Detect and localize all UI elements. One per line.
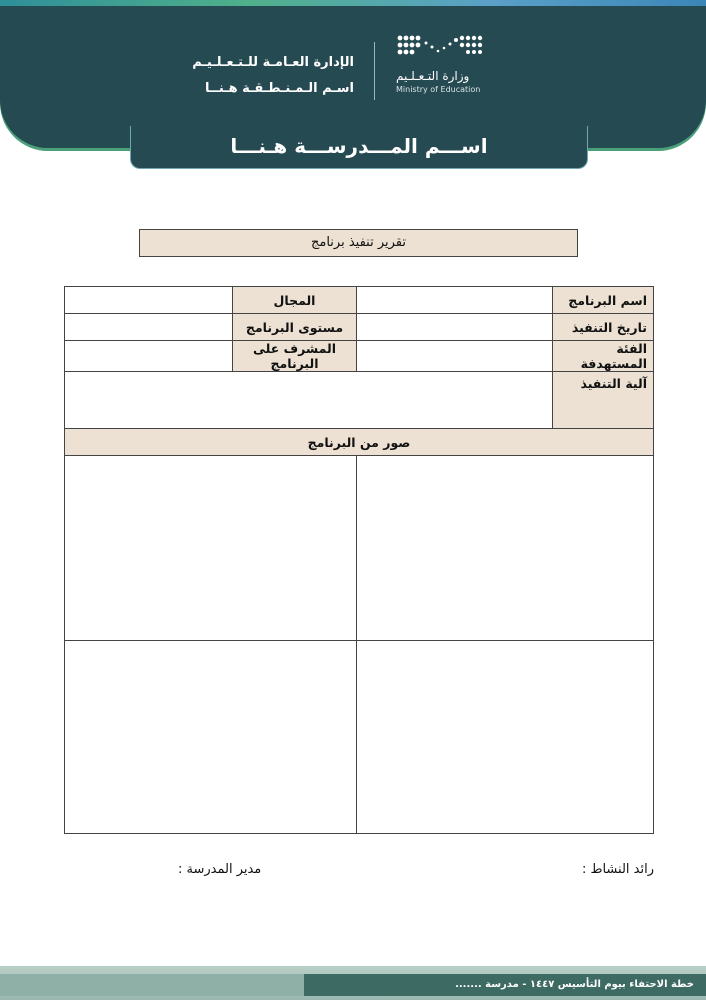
field-label: المجال bbox=[233, 287, 357, 314]
exec-date-value[interactable] bbox=[357, 314, 553, 341]
photos-header: صور من البرنامج bbox=[65, 429, 654, 456]
admin-line-1: الإدارة العـامـة للـتـعـلـيـم bbox=[192, 55, 354, 70]
table-row bbox=[65, 287, 654, 314]
program-name-label: اسم البرنامج bbox=[553, 287, 654, 314]
school-name-banner: اســـم المـــدرســـة هـنـــا bbox=[130, 126, 588, 169]
mechanism-label: آلية التنفيذ bbox=[553, 372, 654, 429]
table-row bbox=[65, 341, 654, 372]
program-name-value[interactable] bbox=[357, 287, 553, 314]
table-row bbox=[65, 429, 654, 456]
exec-date-label: تاريخ التنفيذ bbox=[553, 314, 654, 341]
footer-light-strip bbox=[0, 974, 304, 996]
program-level-label: مستوى البرنامج bbox=[233, 314, 357, 341]
target-group-label: الفئة المستهدفة bbox=[553, 341, 654, 372]
photo-slot-1[interactable] bbox=[65, 456, 357, 641]
table-row bbox=[65, 372, 654, 429]
admin-line-2: اسـم الـمـنـطـقـة هـنــا bbox=[205, 81, 354, 96]
activity-leader-signature: رائد النشاط : bbox=[581, 862, 654, 877]
table-row bbox=[65, 314, 654, 341]
header-divider bbox=[374, 42, 375, 100]
principal-signature: مدير المدرسة : bbox=[178, 862, 262, 877]
admin-block bbox=[154, 50, 354, 102]
report-title: تقرير تنفيذ برنامج bbox=[139, 229, 578, 257]
program-level-value[interactable] bbox=[65, 314, 233, 341]
ministry-name-en: Ministry of Education bbox=[396, 85, 481, 94]
target-group-value[interactable] bbox=[357, 341, 553, 372]
table-row bbox=[65, 641, 654, 834]
ministry-name-ar: وزارة التـعـلـيم bbox=[396, 69, 470, 83]
photo-slot-2[interactable] bbox=[357, 456, 654, 641]
mechanism-value[interactable] bbox=[65, 372, 553, 429]
header-top-stripe bbox=[0, 0, 706, 6]
photo-slot-4[interactable] bbox=[357, 641, 654, 834]
ministry-logo bbox=[396, 34, 496, 96]
field-value[interactable] bbox=[65, 287, 233, 314]
footer-text: خطة الاحتفاء بيوم التأسيس ١٤٤٧ - مدرسة ....... bbox=[304, 974, 706, 996]
program-info-table bbox=[64, 286, 654, 834]
ministry-dots-icon bbox=[396, 34, 488, 62]
supervisor-label: المشرف على البرنامج bbox=[233, 341, 357, 372]
table-row bbox=[65, 456, 654, 641]
supervisor-value[interactable] bbox=[65, 341, 233, 372]
photo-slot-3[interactable] bbox=[65, 641, 357, 834]
